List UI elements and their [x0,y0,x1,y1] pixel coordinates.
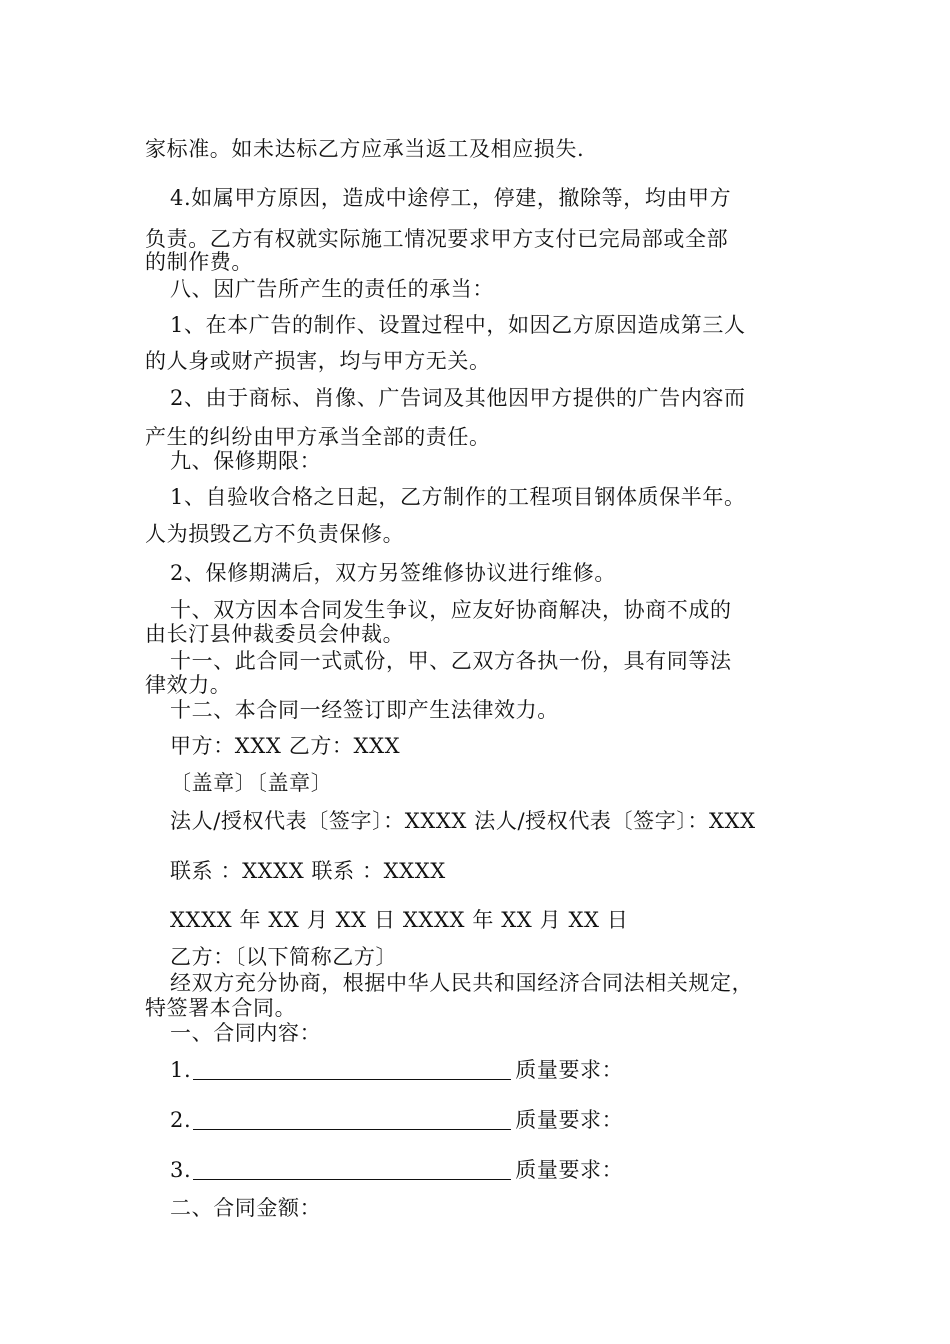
text-line: 2、保修期满后，双方另签维修协议进行维修。 [170,561,616,585]
date-line: XXXX 年 XX 月 XX 日 XXXX 年 XX 月 XX 日 [170,908,629,932]
item-quality-label: 质量要求： [515,1058,624,1082]
contract-item [170,1158,623,1182]
text-line: 2、由于商标、肖像、广告词及其他因甲方提供的广告内容而 [170,386,746,410]
section-heading: 八、因广告所产生的责任的承当： [170,277,494,301]
contract-item [170,1108,623,1132]
contract-item [170,1058,623,1082]
text-line: 律效力。 [145,673,232,697]
text-line: 家标准。如未达标乙方应承当返工及相应损失. [145,137,585,161]
party-b-line: 乙方：〔以下简称乙方〕 [170,945,398,969]
item-quality-label: 质量要求： [515,1108,624,1132]
party-line: 甲方：XXX 乙方：XXX [170,734,401,758]
text-line: 人为损毁乙方不负责保修。 [145,522,405,546]
item-number: 3. [170,1158,192,1182]
text-line: 经双方充分协商，根据中华人民共和国经济合同法相关规定， [170,971,754,995]
blank-underline [193,1061,511,1080]
item-number: 2. [170,1108,192,1132]
text-line: 的人身或财产损害，均与甲方无关。 [145,349,491,373]
seal-line: 〔盖章〕〔盖章〕 [170,771,333,795]
text-line: 由长汀县仲裁委员会仲裁。 [145,622,405,646]
section-heading: 十一、此合同一式贰份，甲、乙双方各执一份，具有同等法 [170,649,732,673]
item-quality-label: 质量要求： [515,1158,624,1182]
section-heading: 十二、本合同一经签订即产生法律效力。 [170,698,559,722]
text-line: 负责。乙方有权就实际施工情况要求甲方支付已完局部或全部 [145,227,729,251]
section-heading: 十、双方因本合同发生争议，应友好协商解决，协商不成的 [170,598,732,622]
signature-line: 法人/授权代表〔签字〕：XXXX 法人/授权代表〔签字〕：XXX [170,809,756,833]
contact-line: 联系 ：XXXX 联系 ：XXXX [170,859,446,883]
section-heading: 九、保修期限： [170,449,322,473]
text-line: 1、在本广告的制作、设置过程中，如因乙方原因造成第三人 [170,313,746,337]
text-line: 的制作费。 [145,250,253,274]
section-heading: 一、合同内容： [170,1021,322,1045]
blank-underline [193,1111,511,1130]
blank-underline [193,1161,511,1180]
section-heading: 二、合同金额： [170,1196,322,1220]
text-line: 4.如属甲方原因，造成中途停工，停建，撤除等，均由甲方 [170,186,732,210]
text-line: 特签署本合同。 [145,996,297,1020]
text-line: 产生的纠纷由甲方承当全部的责任。 [145,425,491,449]
item-number: 1. [170,1058,192,1082]
text-line: 1、自验收合格之日起，乙方制作的工程项目钢体质保半年。 [170,485,746,509]
